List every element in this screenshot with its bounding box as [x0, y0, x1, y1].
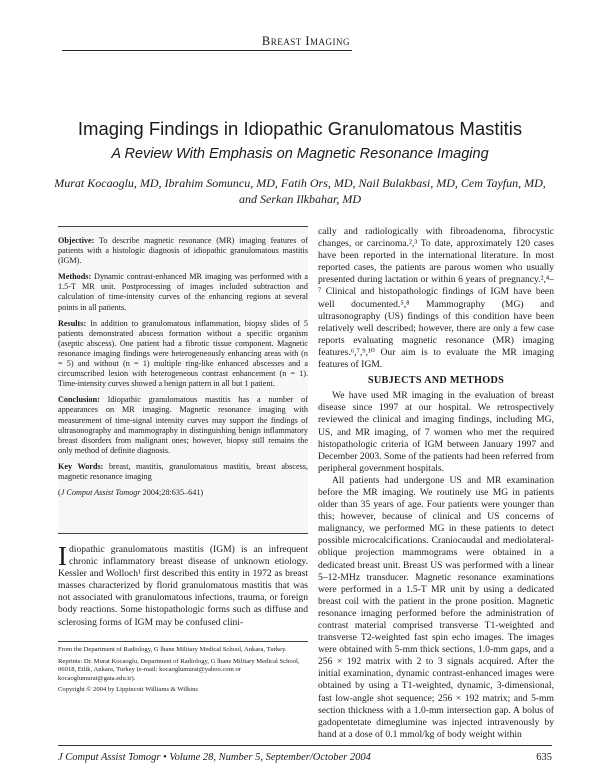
authors-line-1: Murat Kocaoglu, MD, Ibrahim Somuncu, MD, Fatih Ors, MD, Nail Bulakbasi, MD, Cem Tayfun, MD, [54, 176, 546, 190]
authors-line-2: and Serkan Ilkbahar, MD [239, 191, 361, 206]
footnote-affiliation: From the Department of Radiology, G lhane Military Medical School, Ankara, Turkey. [58, 646, 287, 653]
footer-rule [58, 745, 552, 746]
section-heading: SUBJECTS AND METHODS [367, 375, 505, 387]
article-subtitle: A Review With Emphasis on Magnetic Resonance Imaging [111, 146, 489, 162]
page-number: 635 [536, 752, 552, 763]
conclusion-text: Idiopathic granulomatous mastitis has a number of appearances on MR imaging. Magnetic resonance imaging with measurement of time-signal intensity curves may support the findings of ultrasonography and mammography in distinguishing benign inflammatory breast disorders from malignant ones; however, biopsy still remains the only method of definite diagnosis. [58, 395, 308, 455]
methods-paragraph-2: All patients had undergone US and MR examination before the MR imaging. We routinely use MG in patients older than 35 years of age. Four patients were younger than this; however, because of clinical and US concerns of malignancy, we performed MG in these patients to detect possible microcalcifications. Craniocaudal and mediolateral-oblique projection mammograms were obtained in a dedicated breast unit. Breast US was performed with a linear 5–12-MHz transducer. Magnetic resonance examinations were performed in a 1.5-T MR unit by using a dedicated breast coil with the patient in the prone position. Magnetic resonance imaging performed before the administration of contrast material comprised transverse T1-weighted and transverse T2-weighted fast spin echo images. The images were obtained with 5-mm thick sections, 1.0-mm gaps, and a 256 × 192 matrix with 2 to 3 signals acquired. After the initial examination, dynamic contrast-enhanced images were obtained by using a T1-weighted, dynamic, 3-dimensional, fast low-angle shot sequence; 256 × 192 matrix; and 5-mm section thickness with a 1.0-mm intersection gap. A bolus of gadopentetate dimeglumine was injected intravenously by hand at a dose of 0.1 mmol/kg of body weight within [318, 474, 554, 740]
abstract-objective [58, 236, 308, 266]
objective-label: Objective: [58, 236, 95, 245]
results-text: In addition to granulomatous inflammation, biopsy slides of 5 patients demonstrated abscess formation without a specific organism (aseptic abscess). One patient had a fibrotic tissue component. Magnetic resonance imaging findings were heterogeneously enhancing areas with (n = 5) and without (n = 1) multiple ring-like enhanced abscesses and a circumscribed lesion with heterogeneous contrast enhancement (n = 1). Time-intensity curves showed a benign pattern in all but 1 patient. [58, 318, 308, 389]
results-label: Results: [58, 318, 87, 328]
footer-journal-info: J Comput Assist Tomogr • Volume 28, Number 5, September/October 2004 [58, 752, 371, 763]
footnote-rule [58, 641, 308, 642]
methods-text: Dynamic contrast-enhanced MR imaging was performed with a 1.5-T MR unit. Postprocessing of images included subtraction and calculation of time-intensity curves of the enhancing regions at several points in all patients. [58, 272, 308, 312]
abstract-methods [58, 272, 308, 312]
citation-details: 2004;28:635–641) [142, 488, 204, 498]
conclusion-label: Conclusion: [58, 395, 100, 405]
intro-text: diopathic granulomatous mastitis (IGM) is an infrequent chronic inflammatory breast disease of unknown etiology. Kessler and Wolloch¹ first described this entity in 1972 as breast masses characterized by florid granulomatous mastitis that was not associated with granulomatous infections, trauma, or foreign body reactions. Some histopathologic forms such as diffuse and sclerosing forms of IGM may be confused clini- [58, 544, 308, 628]
keywords-label: Key Words: [58, 461, 104, 471]
abstract-results [58, 319, 308, 390]
objective-text: To describe magnetic resonance (MR) imaging features of patients with a histologic diagnosis of idiopathic granulomatous mastitis (IGM). [58, 236, 309, 266]
footnotes [58, 646, 308, 698]
abstract-conclusion [58, 395, 308, 456]
abstract [58, 236, 308, 504]
author-list [50, 176, 550, 207]
drop-cap: I [58, 541, 67, 571]
citation-journal: J Comput Assist Tomogr [60, 488, 141, 498]
keywords-text: breast, mastitis, granulomatous mastitis, breast abscess, magnetic resonance imaging [58, 461, 308, 481]
header-rule [62, 50, 352, 51]
footnote-copyright: Copyright © 2004 by Lippincott Williams & Wilkins [58, 686, 198, 693]
section-label: Breast Imaging [261, 34, 350, 48]
methods-paragraph-1: We have used MR imaging in the evaluation of breast disease since 1997 at our hospital. We retrospectively reviewed the clinical and imaging findings, including MG, US, and MR imaging, of 7 women who met the required histopathologic criteria of IGM between January 1997 and December 2003. Some of the patients had been referred from peripheral government hospitals. [318, 390, 554, 474]
methods-label: Methods: [58, 272, 92, 282]
intro-paragraph [58, 541, 308, 629]
footnote-reprints: Reprints: Dr. Murat Kocaoglu, Department of Radiology, G lhane Military Medical School, 06018, Etlik, Ankara, Turkey (e-mail: kocaoglumurat@yahoo.com or kocaoglumurat@gata.edu.tr). [58, 657, 300, 682]
intro-continued: cally and radiologically with fibroadenoma, fibrocystic changes, or carcinoma.²,³ To date, approximately 120 cases have been reported in the international literature. In most reported cases, the patients are parous women who usually presented during lactation or within 6 years of pregnancy.²,⁴–⁷ Clinical and histopathologic findings of IGM have been well documented.⁵,⁸ Mammography (MG) and ultrasonography (US) findings of this condition have been relatively well described; however, there are only a few case reports evaluating magnetic resonance (MR) imaging features.⁶,⁷,⁹,¹⁰ Our aim is to evaluate the MR imaging features of IGM. [318, 226, 554, 371]
abstract-keywords [58, 462, 308, 482]
abstract-citation: (J Comput Assist Tomogr 2004;28:635–641) [58, 488, 204, 498]
right-column [318, 226, 554, 741]
article-title: Imaging Findings in Idiopathic Granulomatous Mastitis [77, 118, 523, 139]
